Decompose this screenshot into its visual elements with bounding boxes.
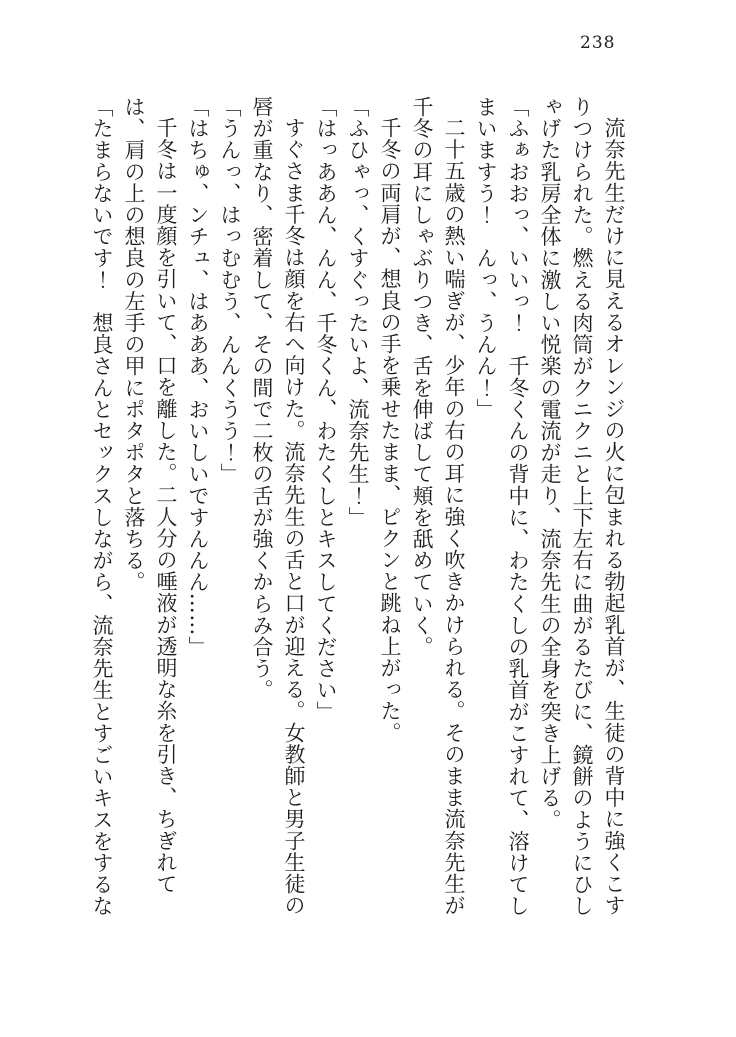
paragraph-narrative: 千冬の両肩が、想良の手を乗せたまま、ピクンと跳ね上がった。 [378, 117, 402, 744]
paragraph-narrative: 二十五歳の熱い喘ぎが、少年の右の耳に強く吹きかけられる。そのまま流奈先生が千冬の耳にしゃぶりつき、舌を伸ばして頬を舐めていく。 [410, 96, 466, 917]
body-text [86, 96, 630, 920]
paragraph-narrative: 千冬は一度顔を引いて、口を離した。二人分の唾液が透明な糸を引き、ちぎれては、肩の上の想良の左手の甲にポタポタと落ちる。 [122, 96, 178, 895]
paragraph-narrative: 流奈先生だけに見えるオレンジの火に包まれる勃起乳首が、生徒の背中に強くこすりつけられた。燃える肉筒がクニクニと上下左右に曲がるたびに、鏡餅のようにひしゃげた乳房全体に激しい悦楽の電流が走り、流奈先生の全身を突き上げる。 [538, 96, 626, 917]
paragraph-dialogue: 「うんっ、はっむむう、んんくうう！」 [218, 96, 242, 485]
paragraph-dialogue: 「ふひゃっ、くすぐったいよ、流奈先生！」 [346, 96, 370, 528]
paragraph-narrative: すぐさま千冬は顔を右へ向けた。流奈先生の舌と口が迎える。女教師と男子生徒の唇が重なり、密着して、その間で二枚の舌が強くからみ合う。 [250, 96, 306, 917]
paragraph-dialogue: 「たまらないです！ 想良さんとセックスしながら、流奈先生とすごいキスをするな [90, 96, 114, 917]
paragraph-dialogue: 「はっああん、んん、千冬くん、わたくしとキスしてください」 [314, 96, 338, 723]
paragraph-dialogue: 「はちゅ、ンチュ、はあああ、おいしいですんんん……」 [186, 96, 210, 658]
paragraph-dialogue: 「ふぁおおっ、いいっ！ 千冬くんの背中に、わたくしの乳首がこすれて、溶けてしまいますう！ んっ、うんん！」 [474, 96, 530, 917]
page-number: 238 [580, 33, 616, 53]
